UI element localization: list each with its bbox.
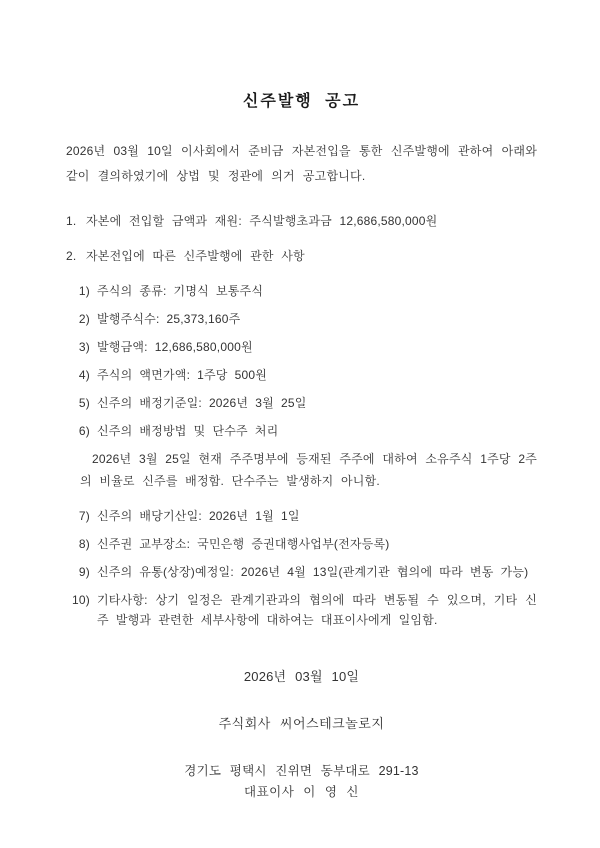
item-text: 자본에 전입할 금액과 재원: 주식발행초과금 12,686,580,000원 xyxy=(86,214,438,228)
sub-item-10 xyxy=(66,590,537,630)
sub-item-8 xyxy=(66,534,537,554)
sub-item-text: 신주의 배정방법 및 단수주 처리 xyxy=(97,424,279,438)
sub-item-text: 주식의 액면가액: 1주당 500원 xyxy=(97,368,268,382)
document-title: 신주발행 공고 xyxy=(242,93,361,110)
sub-item-list xyxy=(66,281,537,630)
issuance-date: 2026년 03월 10일 xyxy=(243,669,360,684)
company-address: 경기도 평택시 진위면 동부대로 291-13 xyxy=(184,764,419,778)
sub-item-text: 신주의 배정기준일: 2026년 3월 25일 xyxy=(97,396,307,410)
numbered-item-1 xyxy=(66,211,537,231)
intro-paragraph: 2026년 03월 10일 이사회에서 준비금 자본전입을 통한 신주발행에 관하여 아래와 같이 결의하였기에 상법 및 정관에 의거 공고합니다. xyxy=(66,144,537,183)
ceo-name: 대표이사 이 영 신 xyxy=(244,785,359,799)
numbered-item-2 xyxy=(66,246,537,266)
sub-item-text: 발행금액: 12,686,580,000원 xyxy=(97,340,253,354)
allotment-method-note: 2026년 3월 25일 현재 주주명부에 등재된 주주에 대하여 소유주식 1주당 2주의 비율로 신주를 배정함. 단수주는 발생하지 아니함. xyxy=(80,452,537,488)
sub-item-text: 기타사항: 상기 일정은 관계기관과의 협의에 따라 변동될 수 있으며, 기타 신주 발행과 관련한 세부사항에 대하여는 대표이사에게 일임함. xyxy=(97,593,537,627)
item-text: 자본전입에 따른 신주발행에 관한 사항 xyxy=(86,249,305,263)
sub-item-text: 신주권 교부장소: 국민은행 증권대행사업부(전자등록) xyxy=(97,537,390,551)
sub-item-number: 5) xyxy=(78,396,90,410)
sub-item-text: 주식의 종류: 기명식 보통주식 xyxy=(97,284,264,298)
sub-item-2 xyxy=(66,309,537,329)
sub-item-text: 신주의 유통(상장)예정일: 2026년 4월 13일(관계기관 협의에 따라 변동 가능) xyxy=(97,565,529,579)
company-name: 주식회사 씨어스테크놀로지 xyxy=(218,716,385,731)
sub-item-9 xyxy=(66,562,537,582)
sub-item-3 xyxy=(66,337,537,357)
sub-item-number: 7) xyxy=(78,509,90,523)
sub-item-number: 9) xyxy=(78,565,90,579)
sub-item-number: 8) xyxy=(78,537,90,551)
sub-item-text: 신주의 배당기산일: 2026년 1월 1일 xyxy=(97,509,300,523)
sub-item-number: 10) xyxy=(72,593,90,607)
sub-item-text: 발행주식수: 25,373,160주 xyxy=(97,312,241,326)
sub-item-4 xyxy=(66,365,537,385)
sub-item-7 xyxy=(66,506,537,526)
sub-item-number: 2) xyxy=(78,312,90,326)
item-number: 2. xyxy=(66,249,77,263)
sub-item-6 xyxy=(66,421,537,441)
sub-item-number: 3) xyxy=(78,340,90,354)
sub-item-number: 6) xyxy=(78,424,90,438)
sub-item-number: 1) xyxy=(78,284,90,298)
sub-item-number: 4) xyxy=(78,368,90,382)
item-number: 1. xyxy=(66,214,77,228)
sub-item-1 xyxy=(66,281,537,301)
sub-item-5 xyxy=(66,393,537,413)
